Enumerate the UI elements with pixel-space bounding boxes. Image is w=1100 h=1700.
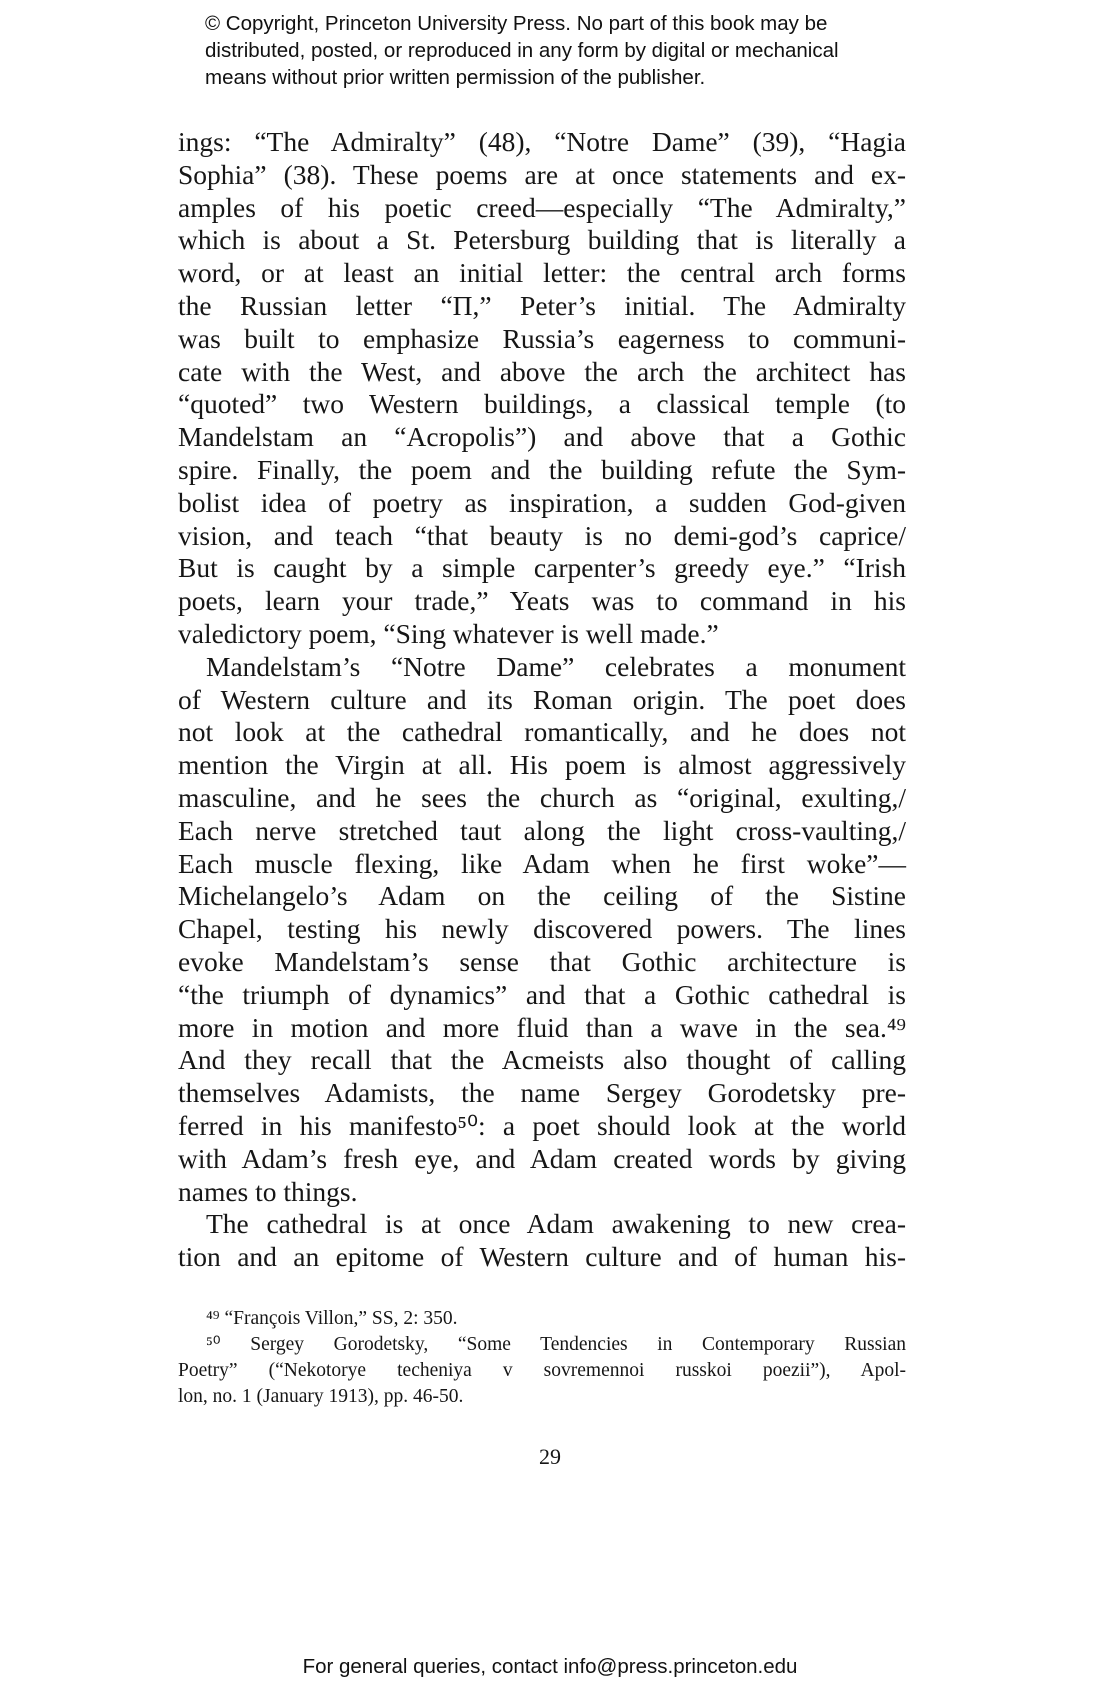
text-line: cate with the West, and above the arch the architect has [178,355,906,387]
text-line: Michelangelo’s Adam on the ceiling of the Sistine [178,880,906,912]
text-line: Each nerve stretched taut along the light cross-vaulting,/ [178,814,906,846]
paragraph-start-line: The cathedral is at once Adam awakening to new crea- [206,1208,906,1240]
text-line: poets, learn your trade,” Yeats was to command in his [178,585,906,617]
text-line: spire. Finally, the poem and the building refute the Sym- [178,453,906,485]
text-line: not look at the cathedral romantically, and he does not [178,716,906,748]
text-line: with Adam’s fresh eye, and Adam created words by giving [178,1142,906,1174]
text-line: names to things. [178,1175,358,1207]
text-line: themselves Adamists, the name Sergey Gorodetsky pre- [178,1077,906,1109]
copyright-line: means without prior written permission of the publisher. [205,66,706,89]
text-line: more in motion and more fluid than a wave in the sea.⁴⁹ [178,1011,906,1043]
copyright-line: distributed, posted, or reproduced in any form by digital or mechanical [205,39,839,62]
text-line: “the triumph of dynamics” and that a Gothic cathedral is [178,978,906,1010]
text-line: evoke Mandelstam’s sense that Gothic architecture is [178,945,906,977]
text-line: of Western culture and its Roman origin. The poet does [178,683,906,715]
footnote-line: Poetry” (“Nekotorye techeniya v sovremennoi russkoi poezii”), Apol- [178,1360,906,1381]
page-number: 29 [539,1444,561,1469]
text-line: Each muscle flexing, like Adam when he first woke”— [178,847,906,879]
text-line: bolist idea of poetry as inspiration, a sudden God-given [178,486,906,518]
text-line: amples of his poetic creed—especially “The Admiralty,” [178,191,906,223]
copyright-line: © Copyright, Princeton University Press. No part of this book may be [205,12,828,35]
text-line: “quoted” two Western buildings, a classical temple (to [178,388,906,420]
text-line: Mandelstam an “Acropolis”) and above that a Gothic [178,421,906,453]
text-line: mention the Virgin at all. His poem is almost aggressively [178,749,906,781]
text-line: the Russian letter “П,” Peter’s initial. The Admiralty [178,289,906,321]
text-line: tion and an epitome of Western culture and of human his- [178,1241,906,1273]
text-line: Chapel, testing his newly discovered powers. The lines [178,913,906,945]
text-line: Sophia” (38). These poems are at once statements and ex- [178,158,906,190]
footnotes [178,1306,906,1410]
footnote-49: ⁴⁹ “François Villon,” SS, 2: 350. [206,1308,458,1329]
text-line: valedictory poem, “Sing whatever is well made.” [178,617,719,649]
text-line: ings: “The Admiralty” (48), “Notre Dame” (39), “Hagia [178,126,906,157]
text-line: word, or at least an initial letter: the central arch forms [178,257,906,289]
text-line: which is about a St. Petersburg building that is literally a [178,224,906,256]
footer-contact: For general queries, contact info@press.princeton.edu [302,1655,798,1678]
footnote-line: lon, no. 1 (January 1913), pp. 46-50. [178,1386,464,1407]
text-line: masculine, and he sees the church as “original, exulting,/ [178,781,906,813]
footnote-50: ⁵⁰ Sergey Gorodetsky, “Some Tendencies in Contemporary Russian [206,1334,906,1355]
text-line: But is caught by a simple carpenter’s greedy eye.” “Irish [178,552,906,584]
text-line: was built to emphasize Russia’s eagerness to communi- [178,322,906,354]
paragraph-start-line: Mandelstam’s “Notre Dame” celebrates a monument [206,650,906,682]
copyright-notice [205,10,925,91]
text-line: vision, and teach “that beauty is no demi-god’s caprice/ [178,519,906,551]
body-text [178,126,906,1274]
text-line: And they recall that the Acmeists also thought of calling [178,1044,906,1076]
text-line: ferred in his manifesto⁵⁰: a poet should look at the world [178,1109,906,1141]
